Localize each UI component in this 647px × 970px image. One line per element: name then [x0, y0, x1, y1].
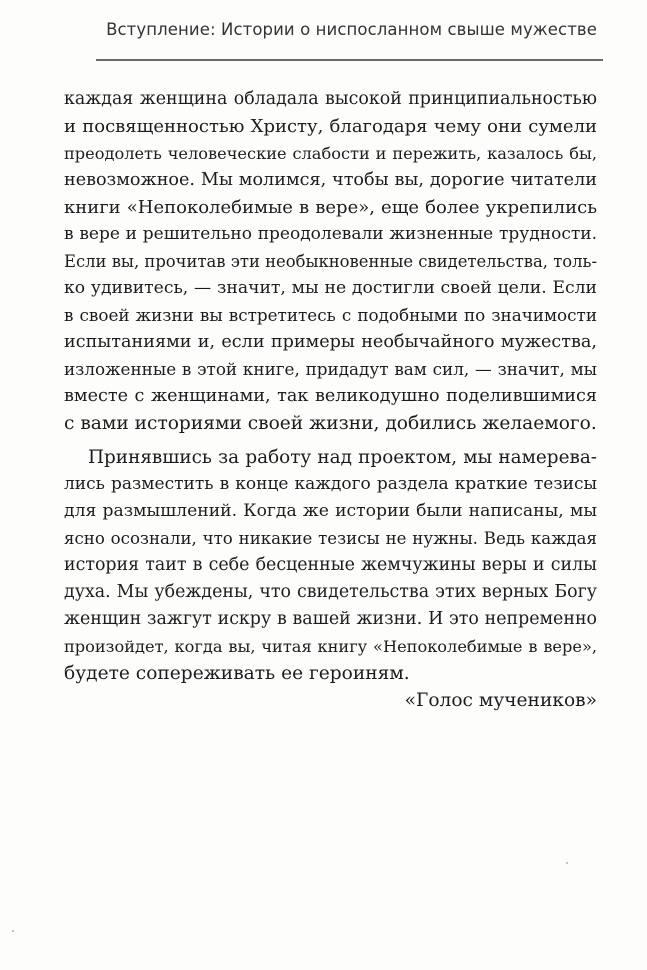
- text-line: произойдет, когда вы, читая книгу «Непоколебимые в вере»,: [64, 637, 597, 656]
- paragraph-gap: [64, 437, 597, 444]
- text-line: книги «Непоколебимые в вере», еще более укрепились: [64, 197, 597, 218]
- text-line: невозможное. Мы молимся, чтобы вы, дорогие читатели: [64, 170, 597, 190]
- text-line: для размышлений. Когда же истории были написаны, мы: [64, 501, 597, 521]
- page-body: [64, 86, 597, 714]
- text-line: Если вы, прочитав эти необыкновенные свидетельства, толь-: [64, 252, 597, 271]
- text-line: ясно осознали, что никакие тезисы не нужны. Ведь каждая: [64, 529, 597, 548]
- running-head: Вступление: Истории о ниспосланном свыше мужестве: [106, 20, 597, 39]
- text-line: и посвященностью Христу, благодаря чему они сумели: [64, 116, 597, 137]
- text-line: испытаниями и, если примеры необычайного мужества,: [64, 332, 597, 352]
- signature: «Голос мучеников»: [404, 690, 597, 711]
- text-line: изложенные в этой книге, придадут вам сил, — значит, мы: [64, 359, 597, 379]
- text-line: каждая женщина обладала высокой принципиальностью: [64, 89, 597, 109]
- header-rule: [96, 59, 603, 61]
- text-line: в своей жизни вы встретитесь с подобными по значимости: [64, 305, 597, 325]
- text-line: история таит в себе бесценные жемчужины веры и силы: [64, 555, 597, 575]
- paper-speck: [12, 930, 14, 932]
- text-line: вместе с женщинами, так великодушно поделившимися: [64, 386, 597, 406]
- text-line: духа. Мы убеждены, что свидетельства этих верных Богу: [64, 582, 597, 602]
- paper-speck: [566, 862, 568, 864]
- text-line: женщин зажгут искру в вашей жизни. И это непременно: [64, 609, 597, 629]
- paragraph-2: [64, 444, 597, 687]
- text-line: Принявшись за работу над проектом, мы намерева-: [88, 447, 597, 468]
- paragraph-1: [64, 86, 597, 437]
- text-line: с вами историями своей жизни, добились желаемого.: [64, 413, 597, 434]
- text-line: в вере и решительно преодолевали жизненные трудности.: [64, 224, 597, 244]
- text-line: преодолеть человеческие слабости и пережить, казалось бы,: [64, 144, 597, 163]
- text-line: лись разместить в конце каждого раздела краткие тезисы: [64, 474, 597, 494]
- text-line: будете сопереживать ее героиням.: [64, 663, 410, 684]
- text-line: ко удивитесь, — значит, мы не достигли своей цели. Если: [64, 278, 597, 298]
